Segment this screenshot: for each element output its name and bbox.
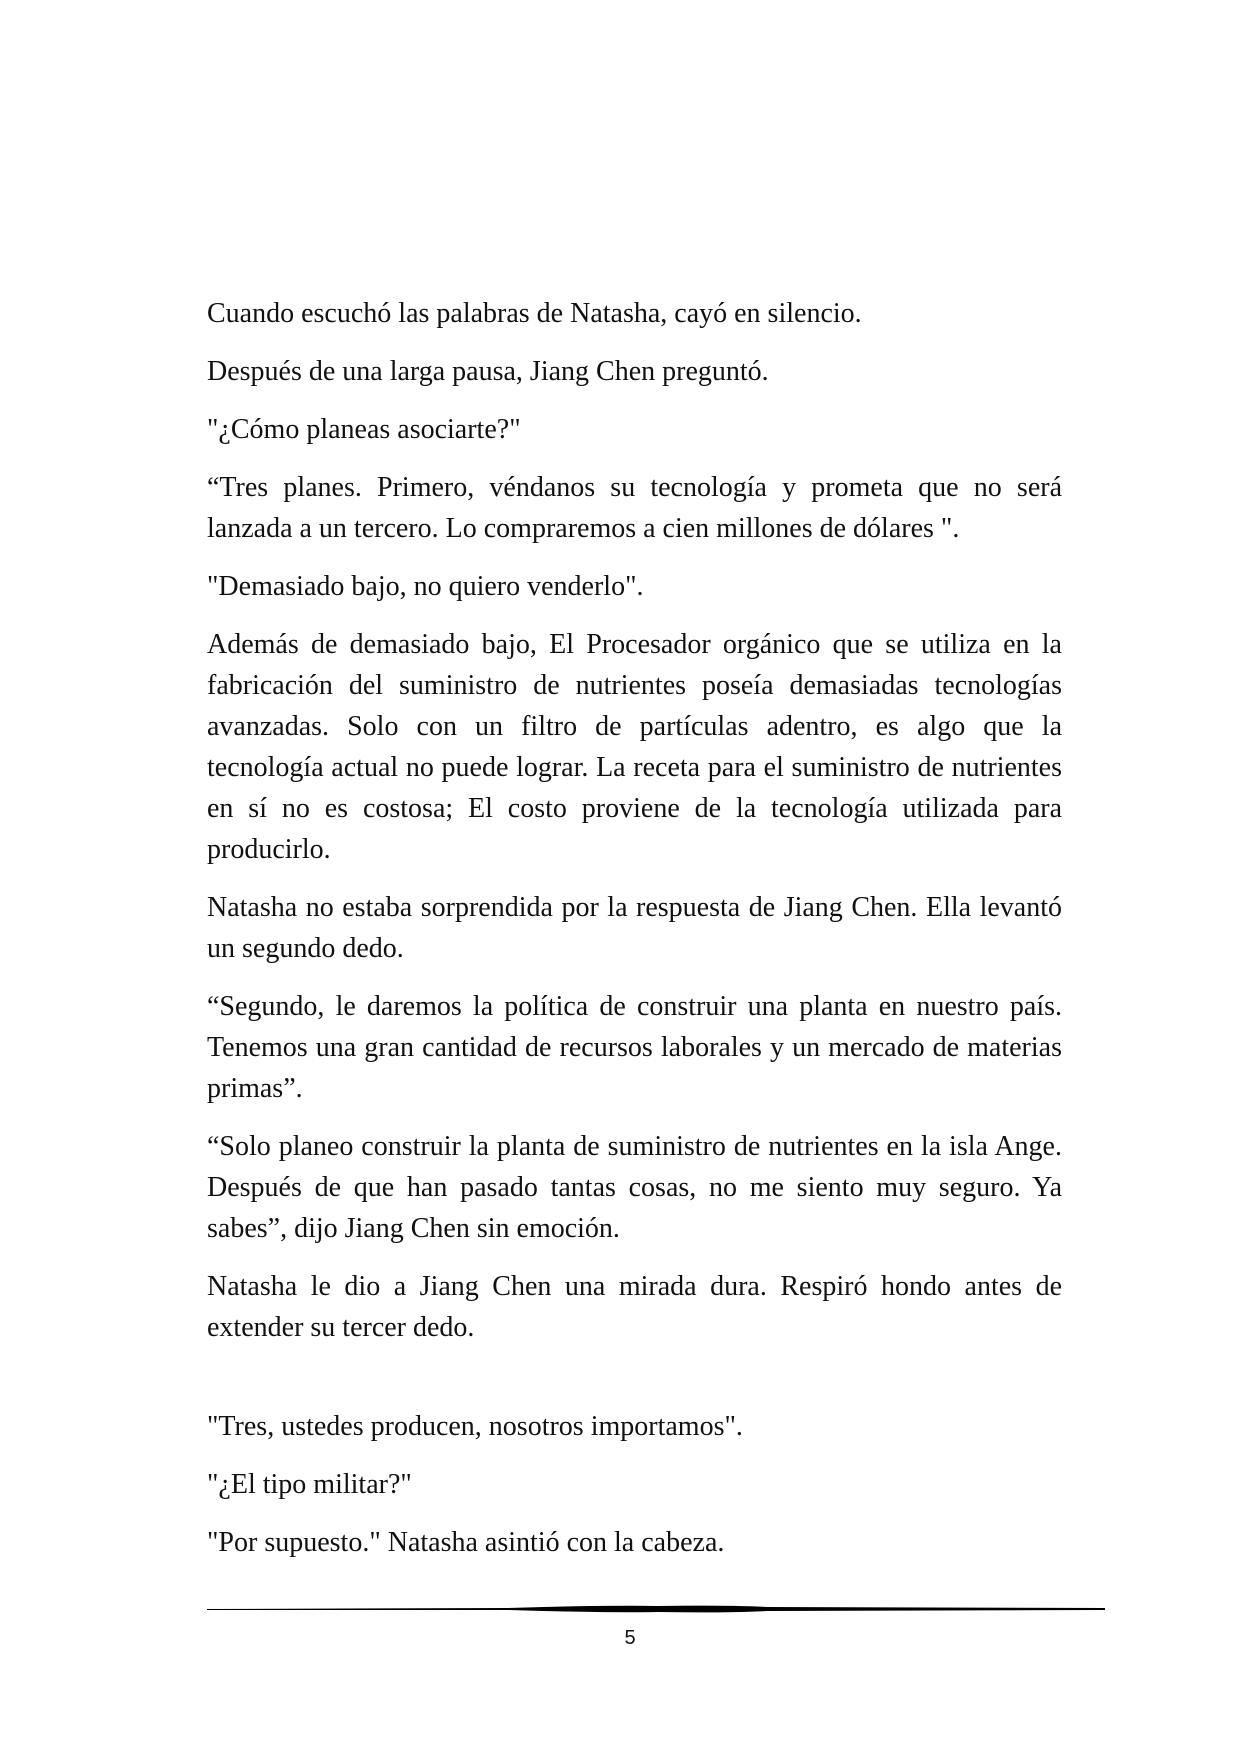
page-number: 5: [624, 1627, 636, 1649]
paragraph: Natasha no estaba sorprendida por la respuesta de Jiang Chen. Ella levantó un segundo dedo.: [207, 892, 1062, 964]
paragraph: “Segundo, le daremos la política de construir una planta en nuestro país. Tenemos una gran cantidad de recursos laborales y un mercado de materias primas”.: [207, 991, 1062, 1104]
body-text: [207, 293, 1062, 1580]
paragraph: "Demasiado bajo, no quiero venderlo".: [207, 571, 644, 602]
paragraph: Después de una larga pausa, Jiang Chen preguntó.: [207, 356, 769, 387]
paragraph: Natasha le dio a Jiang Chen una mirada dura. Respiró hondo antes de extender su tercer dedo.: [207, 1271, 1062, 1343]
paragraph: "Tres, ustedes producen, nosotros importamos".: [207, 1411, 743, 1442]
paragraph: “Tres planes. Primero, véndanos su tecnología y prometa que no será lanzada a un tercero. Lo compraremos a cien millones de dólares ".: [207, 472, 1062, 544]
paragraph: "Por supuesto." Natasha asintió con la cabeza.: [207, 1527, 725, 1558]
paragraph: “Solo planeo construir la planta de suministro de nutrientes en la isla Ange. Después de que han pasado tantas cosas, no me siento muy seguro. Ya sabes”, dijo Jiang Chen sin emoción.: [207, 1131, 1062, 1244]
paragraph: Además de demasiado bajo, El Procesador orgánico que se utiliza en la fabricación del suministro de nutrientes poseía demasiadas tecnologías avanzadas. Solo con un filtro de partículas adentro, es algo que la tecnología actual no puede lograr. La receta para el suministro de nutrientes en sí no es costosa; El costo proviene de la tecnología utilizada para producirlo.: [207, 629, 1062, 865]
footer-divider: [207, 1602, 1105, 1616]
paragraph: "¿El tipo militar?": [207, 1469, 412, 1500]
paragraph: "¿Cómo planeas asociarte?": [207, 414, 521, 445]
paragraph: Cuando escuchó las palabras de Natasha, cayó en silencio.: [207, 298, 862, 329]
